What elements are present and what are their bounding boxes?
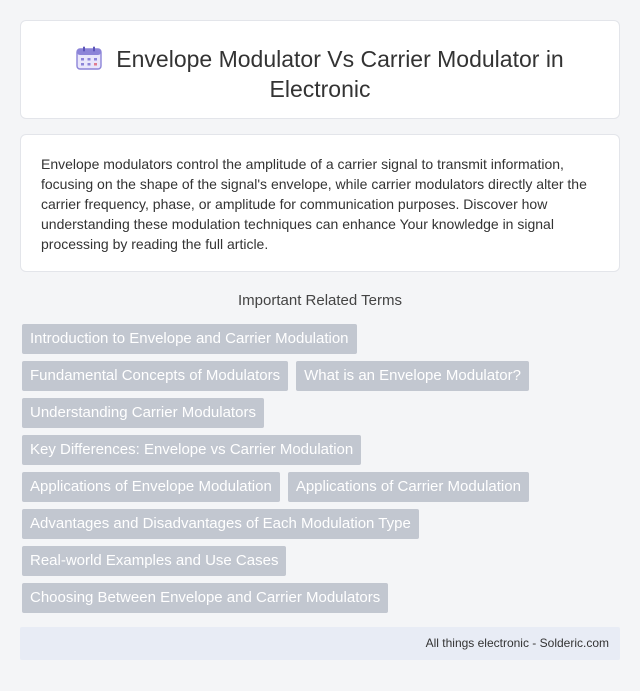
related-terms-row xyxy=(22,324,622,361)
related-terms-row xyxy=(22,583,622,620)
summary-text: Envelope modulators control the amplitude of a carrier signal to transmit information, focusing on the shape of the signal's envelope, while carrier modulators directly alter the carrier frequency, phase, or amplitude for communication purposes. Discover how understanding these modulation techniques can enhance Your knowledge in signal processing by reading the full article. xyxy=(41,156,587,252)
related-terms-row xyxy=(22,361,622,398)
related-term-tag[interactable]: Introduction to Envelope and Carrier Modulation xyxy=(22,324,357,354)
related-terms-row xyxy=(22,472,622,509)
related-terms-row xyxy=(22,546,622,583)
related-terms-row xyxy=(22,435,622,472)
related-terms-list xyxy=(22,324,622,620)
related-term-tag[interactable]: Choosing Between Envelope and Carrier Modulators xyxy=(22,583,388,613)
page-title: Envelope Modulator Vs Carrier Modulator in Electronic xyxy=(116,46,564,102)
related-term-tag[interactable]: Applications of Carrier Modulation xyxy=(288,472,529,502)
related-term-tag[interactable]: Real-world Examples and Use Cases xyxy=(22,546,286,576)
related-term-tag[interactable]: Fundamental Concepts of Modulators xyxy=(22,361,288,391)
footer-text: All things electronic - Solderic.com xyxy=(425,636,609,650)
related-terms-heading: Important Related Terms xyxy=(238,292,402,309)
calendar-icon xyxy=(76,46,102,70)
related-term-tag[interactable]: Key Differences: Envelope vs Carrier Modulation xyxy=(22,435,361,465)
related-term-tag[interactable]: What is an Envelope Modulator? xyxy=(296,361,529,391)
footer xyxy=(20,627,620,660)
related-terms-row xyxy=(22,509,622,546)
related-term-tag[interactable]: Applications of Envelope Modulation xyxy=(22,472,280,502)
summary-card xyxy=(20,134,620,272)
page-title-wrap xyxy=(61,44,579,104)
related-term-tag[interactable]: Advantages and Disadvantages of Each Modulation Type xyxy=(22,509,419,539)
title-card xyxy=(20,20,620,119)
related-terms-row xyxy=(22,398,622,435)
related-term-tag[interactable]: Understanding Carrier Modulators xyxy=(22,398,264,428)
